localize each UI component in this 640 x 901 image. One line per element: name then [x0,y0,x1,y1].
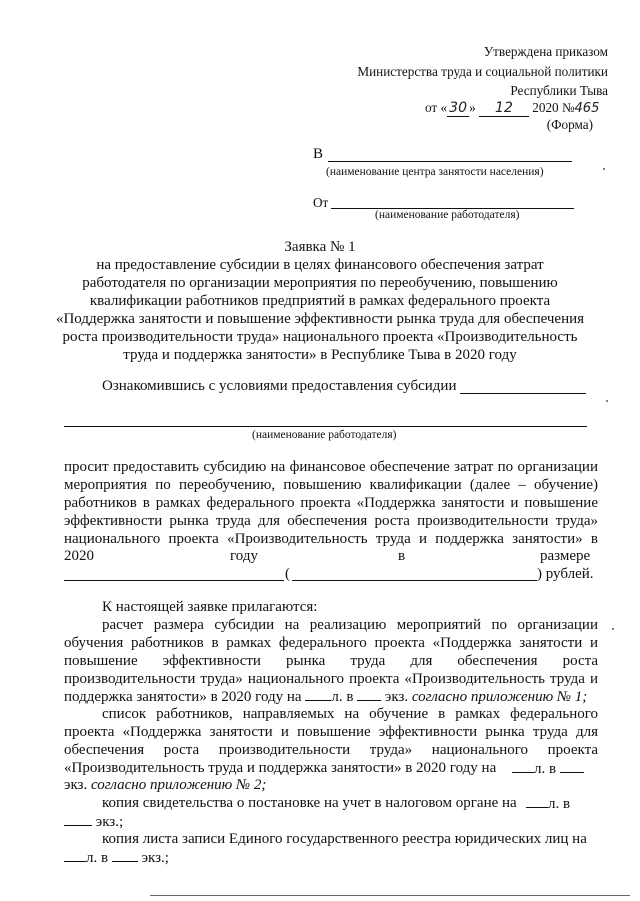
request-line: эффективности рынка труда для обеспечения роста производительности труда» [64,513,598,529]
attachment-3-sheets: л. в [548,796,571,812]
sheets-blank [64,849,86,862]
scan-speck [612,628,614,630]
title-line: на предоставление субсидии в целях финансового обеспечения затрат [96,257,544,273]
attachment-3-copies: экз.; [95,814,124,830]
attachments-heading: К настоящей заявке прилагаются: [102,599,318,615]
request-line: мероприятия по переобучению, повышению квалификации (далее – обучение) [64,477,598,493]
intro-text: Ознакомившись с условиями предоставления субсидии [102,378,457,394]
scan-speck [606,400,608,402]
attachment-1-copies: экз. [384,689,409,705]
attachment-2-line4-tail [512,760,584,778]
copies-blank [357,688,381,701]
attachment-1-line: расчет размера субсидии на реализацию мероприятий по организации [102,617,598,633]
request-year: 2020 [64,548,94,564]
attachment-1-sheets: л. в [331,689,358,705]
amount-close: ) рублей. [537,566,594,582]
request-line: работников в рамках федерального проекта «Поддержка занятости и повышение [64,495,598,511]
attachment-2-ref: согласно приложению № 2; [90,777,267,793]
attachment-4-last-line [64,849,169,867]
scan-speck [603,168,605,170]
to-caption: (наименование центра занятости населения) [326,166,544,178]
attachment-2-sheets: л. в [534,761,557,777]
request-amount-word: размере [540,548,591,564]
approval-line-2: Министерства труда и социальной политики [357,64,608,79]
approval-line-3: Республики Тыва [510,83,608,98]
attachment-2-line: список работников, направляемых на обучение в рамках федерального [102,706,598,722]
amount-open-paren: ( [285,566,290,582]
attachment-1-text: поддержка занятости» в 2020 году на [64,689,306,705]
to-prefix: В [313,146,324,162]
attachment-2-last-line [64,777,266,794]
approval-line-1: Утверждена приказом [483,44,608,59]
intro-fill-line [460,393,586,394]
request-year-word: году [230,548,258,564]
copies-blank [64,813,92,826]
request-line: просит предоставить субсидию на финансовое обеспечение затрат по организации [64,459,598,475]
date-prefix: от « [425,100,448,115]
title-line: квалификации работников предприятий в рамках федерального проекта [89,293,551,309]
attachment-1-line: обучения работников в рамках федерального проекта «Поддержка занятости и [64,635,598,651]
from-caption: (наименование работодателя) [375,209,520,221]
attachment-1-line: повышение эффективности рынка труда для обеспечения роста [64,653,598,669]
amount-number-line [64,580,284,581]
title-line: роста производительности труда» национального проекта «Производительность [62,329,578,345]
title-line: «Поддержка занятости и повышение эффективности рынка труда для обеспечения [55,311,585,327]
intro-caption: (наименование работодателя) [252,429,397,441]
attachment-1-ref: согласно приложению № 1; [411,689,588,705]
request-in: в [398,548,406,564]
from-prefix: От [313,195,329,210]
approval-date-line [425,100,599,117]
amount-words-line [292,580,537,581]
title-line: труда и поддержка занятости» в Республике Тыва в 2020 году [123,347,517,363]
attachment-3-line: копия свидетельства о постановке на учет в налоговом органе на [102,795,517,811]
attachment-2-line: «Производительность труда и поддержка занятости» в 2020 году на [64,760,497,776]
attachment-1-last-line [64,688,587,706]
title-line: работодателя по организации мероприятия по переобучению, повышению [82,275,558,291]
attachment-4-line: копия листа записи Единого государственного реестра юридических лиц на [102,831,587,847]
request-line: национального проекта «Производительность труда и поддержка занятости» в [64,531,598,547]
attachment-1-line: производительности труда» национального проекта «Производительность труда и [64,671,598,687]
date-month-handwritten: 12 [479,100,529,117]
order-number-handwritten: 465 [574,101,600,116]
attachment-4-sheets: л. в [86,850,109,866]
form-label: (Форма) [546,117,593,132]
attachment-2-copies: экз. [64,777,88,793]
copies-blank [560,760,584,773]
copies-blank [112,849,138,862]
attachment-3-tail [526,795,570,813]
attachment-2-line: проекта «Поддержка занятости и повышение эффективности рынка труда для [64,724,598,740]
date-year: 2020 № [532,100,575,115]
document-heading: Заявка № 1 [284,239,356,255]
date-day-handwritten: 30 [447,100,469,117]
to-fill-line [328,161,572,162]
sheets-blank [526,795,548,808]
sheets-blank [305,688,331,701]
attachment-4-copies: экз.; [141,850,169,866]
attachment-2-line: обеспечения роста производительности труда» национального проекта [64,742,598,758]
employer-fill-line [64,426,587,427]
sheets-blank [512,760,534,773]
page-bottom-edge [150,895,630,896]
date-quote: » [469,100,476,115]
attachment-3-last-line [64,813,123,831]
